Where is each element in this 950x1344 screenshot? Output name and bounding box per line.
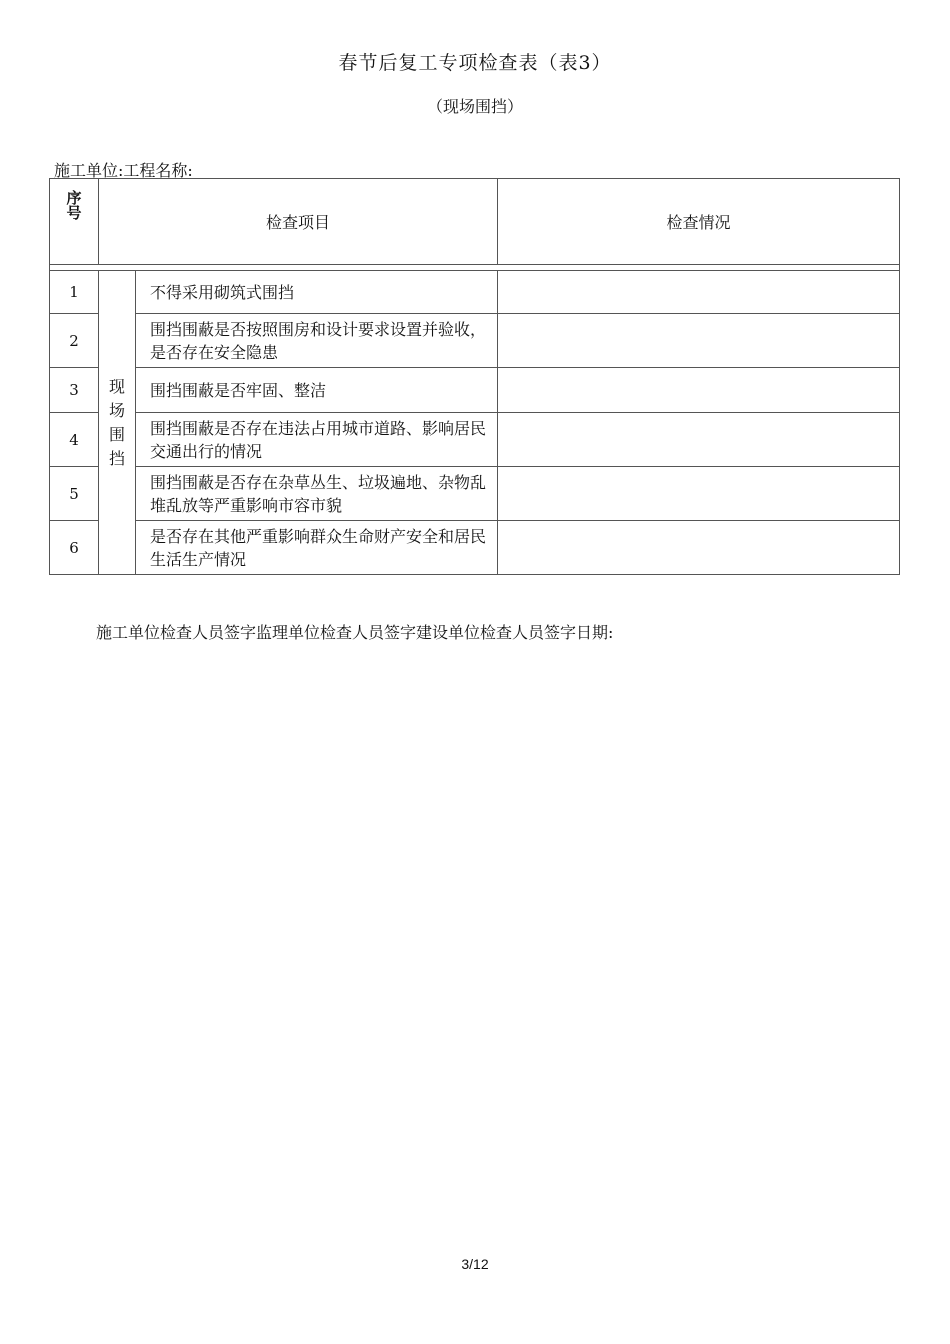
row-result[interactable]	[498, 368, 900, 413]
row-result[interactable]	[498, 413, 900, 467]
header-seq	[50, 179, 99, 265]
row-item: 是否存在其他严重影响群众生命财产安全和居民生活生产情况	[136, 521, 498, 575]
table-row	[50, 467, 900, 521]
row-item: 围挡围蔽是否存在违法占用城市道路、影响居民交通出行的情况	[136, 413, 498, 467]
document-subtitle: （现场围挡）	[426, 97, 523, 116]
signature-line: 施工单位检查人员签字监理单位检查人员签字建设单位检查人员签字日期:	[96, 623, 614, 642]
unit-and-project-line: 施工单位:工程名称:	[54, 161, 193, 180]
row-item: 不得采用砌筑式围挡	[136, 271, 498, 314]
table-header-row	[50, 179, 900, 265]
header-item: 检查项目	[99, 179, 498, 265]
row-result[interactable]	[498, 467, 900, 521]
table-row	[50, 314, 900, 368]
row-item: 围挡围蔽是否存在杂草丛生、垃圾遍地、杂物乱堆乱放等严重影响市容市貌	[136, 467, 498, 521]
category-label: 现 场 围 挡	[108, 376, 125, 468]
table-row	[50, 521, 900, 575]
row-result[interactable]	[498, 314, 900, 368]
row-item: 围挡围蔽是否牢固、整洁	[136, 368, 498, 413]
page-number: 3/12	[461, 1256, 489, 1272]
table-row	[50, 368, 900, 413]
document-title: 春节后复工专项检查表（表3）	[338, 52, 612, 74]
table-row	[50, 413, 900, 467]
inspection-table	[49, 178, 900, 575]
row-number: 2	[50, 314, 99, 368]
row-number: 4	[50, 413, 99, 467]
row-number: 6	[50, 521, 99, 575]
row-number: 1	[50, 271, 99, 314]
header-seq-label: 序 号	[66, 189, 82, 222]
table-row	[50, 271, 900, 314]
header-result: 检查情况	[498, 179, 900, 265]
row-item: 围挡围蔽是否按照围房和设计要求设置并验收，是否存在安全隐患	[136, 314, 498, 368]
category-cell	[99, 271, 136, 575]
row-result[interactable]	[498, 521, 900, 575]
row-result[interactable]	[498, 271, 900, 314]
row-number: 3	[50, 368, 99, 413]
row-number: 5	[50, 467, 99, 521]
